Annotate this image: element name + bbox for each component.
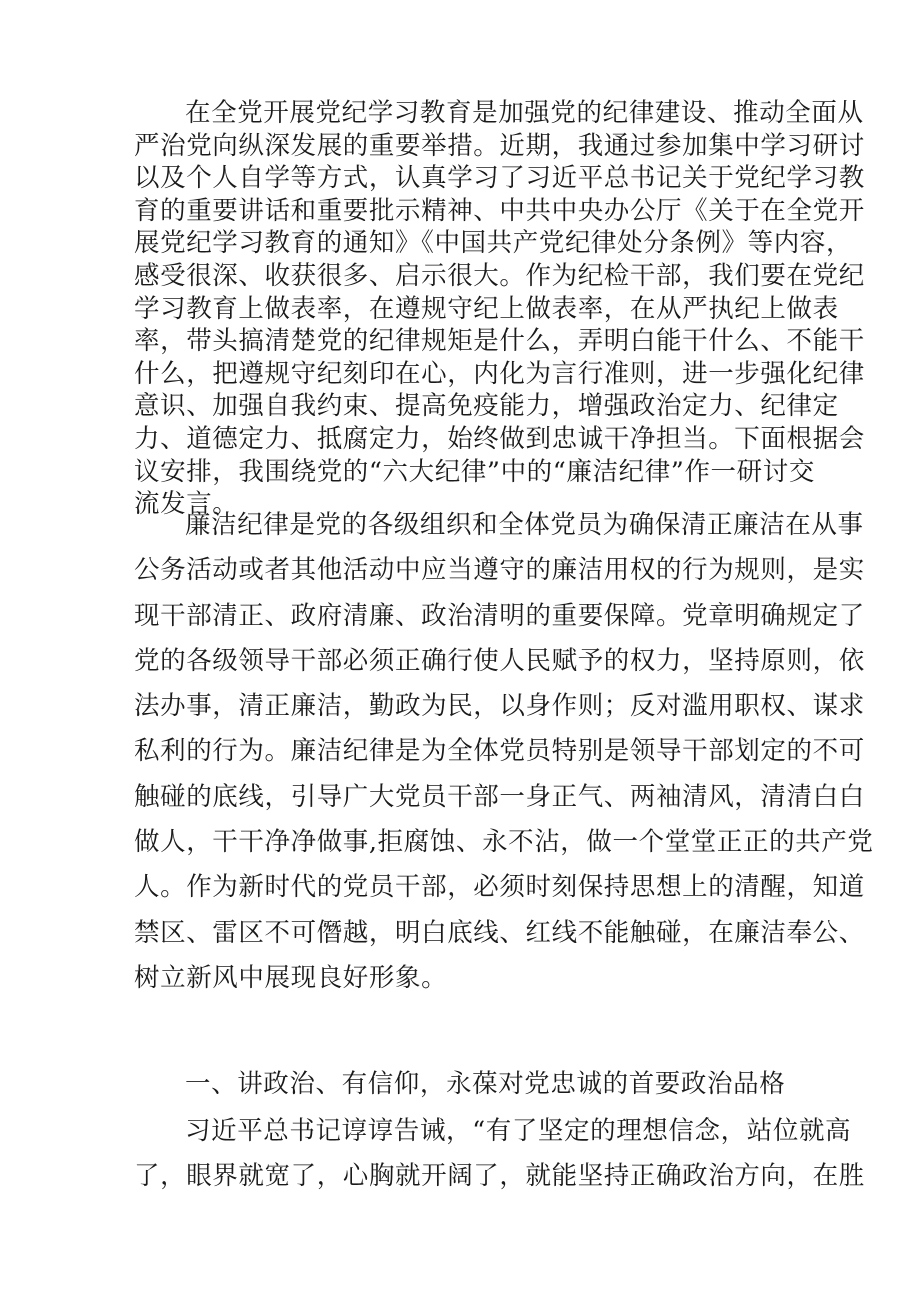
text-line: 什么，把遵规守纪刻印在心，内化为言行准则，进一步强化纪律 — [134, 358, 865, 389]
paragraph-intro — [134, 97, 865, 521]
text-line: 率，带头搞清楚党的纪律规矩是什么，弄明白能干什么、不能干 — [134, 326, 865, 357]
text-line: 触碰的底线，引导广大党员干部一身正气、两袖清风，清清白白 — [134, 781, 865, 812]
text-line: 树立新风中展现良好形象。 — [134, 962, 448, 993]
text-line: 在全党开展党纪学习教育是加强党的纪律建设、推动全面从 — [185, 98, 864, 128]
text-line: 以及个人自学等方式，认真学习了习近平总书记关于党纪学习教 — [134, 163, 865, 194]
text-line: 展党纪学习教育的通知》《中国共产党纪律处分条例》等内容， — [134, 228, 853, 259]
text-line: 意识、加强自我约束、提高免疫能力，增强政治定力、纪律定 — [134, 391, 839, 422]
text-line: 廉洁纪律是党的各级组织和全体党员为确保清正廉洁在从事 — [185, 510, 864, 540]
text-line: 人。作为新时代的党员干部，必须时刻保持思想上的清醒，知道 — [134, 872, 865, 903]
text-line: 私利的行为。廉洁纪律是为全体党员特别是领导干部划定的不可 — [134, 736, 865, 767]
paragraph-integrity-discipline — [134, 503, 874, 1001]
text-line: 力、道德定力、抵腐定力，始终做到忠诚干净担当。下面根据会 — [134, 423, 865, 454]
text-line: 禁区、雷区不可僭越，明白底线、红线不能触碰，在廉洁奉公、 — [134, 917, 865, 948]
heading-text: 一、讲政治、有信仰，永葆对党忠诚的首要政治品格 — [185, 1069, 786, 1099]
section-heading — [134, 1062, 790, 1107]
text-line: 法办事，清正廉洁，勤政为民，以身作则；反对滥用职权、谋求 — [134, 691, 865, 722]
text-line: 流发言。 — [134, 489, 239, 520]
text-line: 做人，干干净净做事,拒腐蚀、永不沾，做一个堂堂正正的共产党 — [134, 827, 874, 858]
text-line: 现干部清正、政府清廉、政治清明的重要保障。党章明确规定了 — [134, 600, 865, 631]
text-line: 学习教育上做表率，在遵规守纪上做表率，在从严执纪上做表 — [134, 293, 839, 324]
text-line: 了，眼界就宽了，心胸就开阔了，就能坚持正确政治方向，在胜 — [134, 1161, 865, 1192]
text-line: 习近平总书记谆谆告诫，“有了坚定的理想信念，站位就高 — [185, 1116, 852, 1146]
text-line: 党的各级领导干部必须正确行使人民赋予的权力，坚持原则，依 — [134, 645, 865, 676]
text-line: 育的重要讲话和重要批示精神、中共中央办公厅《关于在全党开 — [134, 195, 865, 226]
text-line: 严治党向纵深发展的重要举措。近期，我通过参加集中学习研讨 — [134, 130, 865, 161]
text-line: 议安排，我围绕党的“六大纪律”中的“廉洁纪律”作一研讨交 — [134, 456, 815, 487]
paragraph-section-one — [134, 1109, 865, 1200]
text-line: 公务活动或者其他活动中应当遵守的廉洁用权的行为规则，是实 — [134, 555, 865, 586]
text-line: 感受很深、收获很多、启示很大。作为纪检干部，我们要在党纪 — [134, 260, 865, 291]
